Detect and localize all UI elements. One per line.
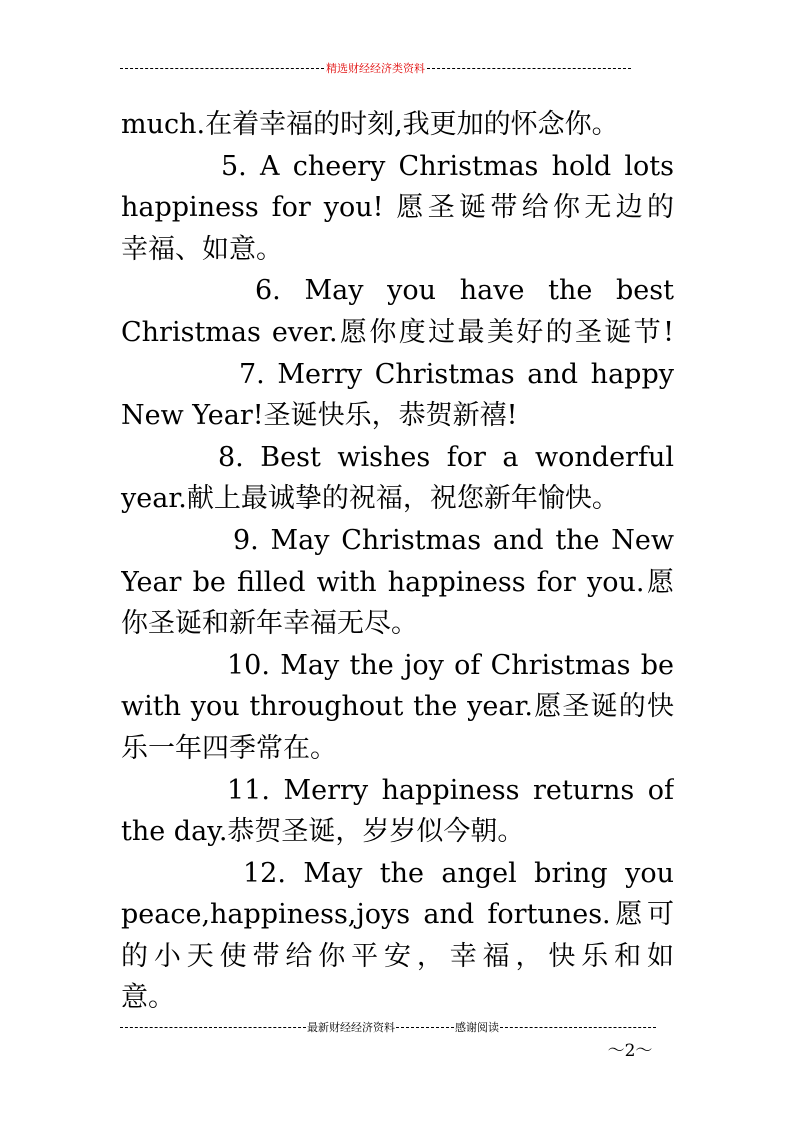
page-number: ～2～ — [607, 1041, 653, 1061]
text-line: year.献上最诚挚的祝福，祝您新年愉快。 — [121, 483, 619, 515]
text-line: 8. Best wishes for a wonderful — [218, 441, 674, 473]
header-rule-left — [120, 68, 324, 69]
footer-rule-left — [120, 1027, 306, 1028]
text-line: the day.恭贺圣诞，岁岁似今朝。 — [121, 816, 525, 848]
text-line: 意。 — [121, 982, 175, 1014]
text-line: 11. Merry happiness returns of — [227, 774, 674, 806]
text-line: happiness for you! 愿圣诞带给你无边的 — [121, 192, 674, 224]
text-line: 7. Merry Christmas and happy — [239, 358, 674, 390]
footer-rule-middle — [396, 1027, 454, 1028]
text-line: 5. A cheery Christmas hold lots — [221, 150, 674, 182]
footer-right-text: 感谢阅读 — [455, 1021, 499, 1034]
text-line: 12. May the angel bring you — [243, 857, 674, 889]
text-line: 乐一年四季常在。 — [121, 732, 337, 764]
document-body — [121, 104, 674, 1019]
text-line: 幸福、如意。 — [121, 233, 283, 265]
text-line: New Year!圣诞快乐，恭贺新禧! — [121, 400, 518, 432]
page-footer — [120, 1019, 656, 1035]
text-line: 10. May the joy of Christmas be — [227, 649, 674, 681]
header-text: 精选财经经济类资料 — [326, 62, 425, 75]
page-header — [120, 60, 631, 76]
text-line: with you throughout the year.愿圣诞的快 — [121, 691, 674, 723]
header-rule-right — [427, 68, 631, 69]
text-line: peace,happiness,joys and fortunes.愿可 — [121, 899, 674, 931]
footer-left-text: 最新财经经济资料 — [307, 1021, 395, 1034]
text-line: much.在着幸福的时刻,我更加的怀念你。 — [121, 109, 619, 140]
text-line: Year be filled with happiness for you.愿 — [121, 566, 674, 598]
text-line: 你圣诞和新年幸福无尽。 — [121, 608, 418, 640]
text-line: 的小天使带给你平安，幸福，快乐和如 — [121, 940, 674, 972]
text-line: Christmas ever.愿你度过最美好的圣诞节! — [121, 316, 674, 348]
text-line: 6. May you have the best — [255, 275, 674, 307]
footer-rule-right — [500, 1027, 656, 1028]
text-line: 9. May Christmas and the New — [233, 524, 674, 556]
